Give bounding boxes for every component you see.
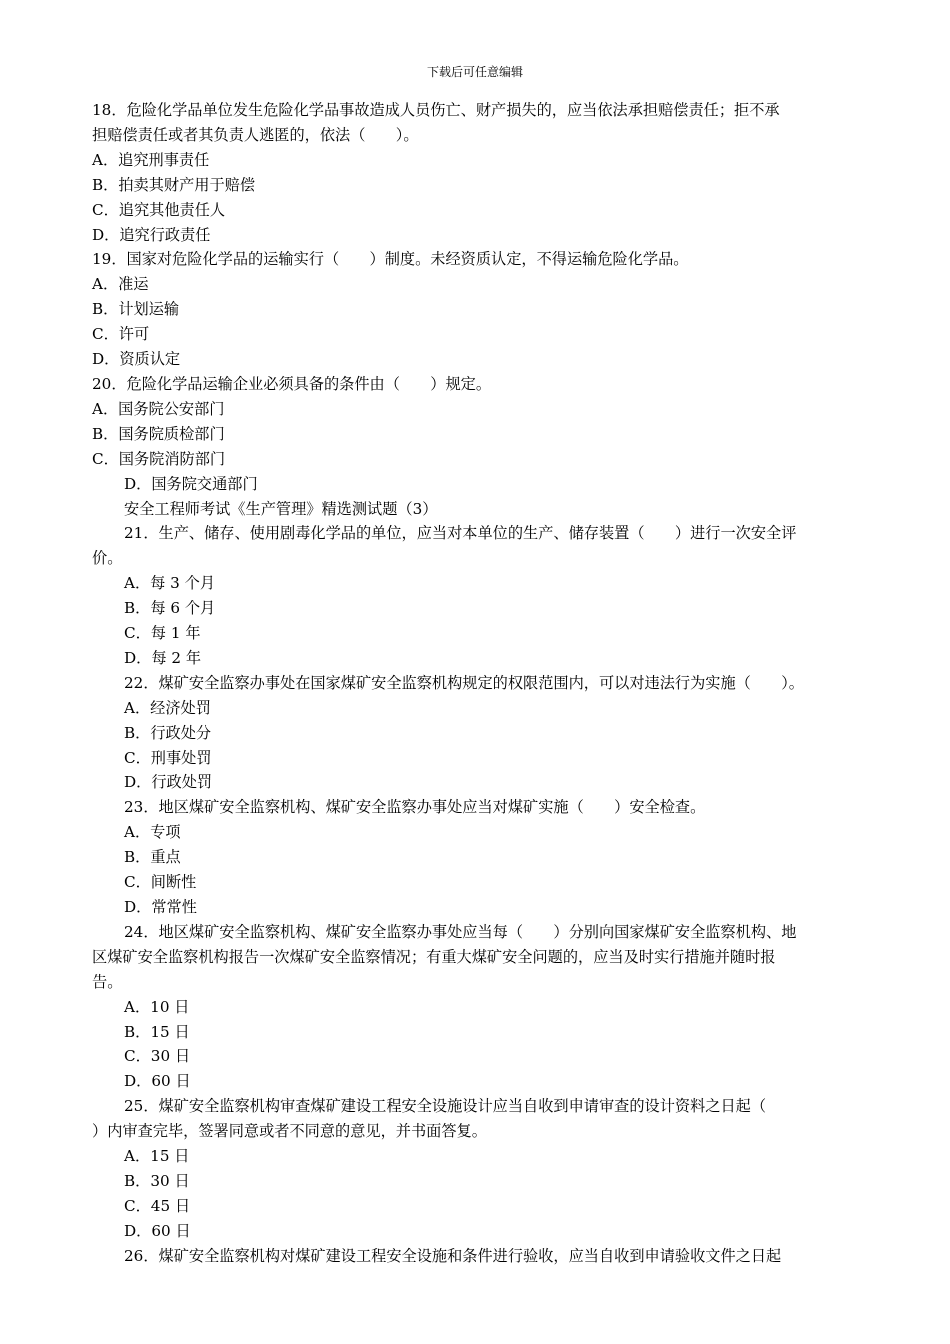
text-line: A．10 日 [124, 997, 190, 1016]
text-line: B．行政处分 [124, 723, 212, 742]
text-line: C．间断性 [124, 873, 197, 892]
text-line: 安全工程师考试《生产管理》精选测试题（3） [124, 499, 438, 518]
text-line: 18．危险化学品单位发生危险化学品事故造成人员伤亡、财产损失的，应当依法承担赔偿责任；拒不承 [92, 101, 780, 119]
text-line: B．30 日 [124, 1171, 190, 1190]
text-line: A．15 日 [124, 1147, 190, 1166]
text-line: B．重点 [124, 848, 181, 867]
text-line: A．每 3 个月 [124, 574, 216, 593]
text-line: C．每 1 年 [124, 624, 201, 643]
text-line: ）内审查完毕，签署同意或者不同意的意见，并书面答复。 [92, 1122, 487, 1141]
text-line: B．拍卖其财产用于赔偿 [92, 175, 256, 194]
text-line: D．行政处罚 [124, 773, 213, 792]
text-line: 20．危险化学品运输企业必须具备的条件由（ ）规定。 [92, 374, 492, 393]
text-line: 22．煤矿安全监察办事处在国家煤矿安全监察机构规定的权限范围内，可以对违法行为实施（ ）。 [124, 673, 804, 692]
text-line: 告。 [92, 972, 123, 991]
text-line: 19．国家对危险化学品的运输实行（ ）制度。未经资质认定，不得运输危险化学品。 [92, 250, 689, 269]
text-line: D．资质认定 [92, 350, 181, 369]
text-line: A．专项 [124, 823, 181, 842]
text-line: C．30 日 [124, 1047, 191, 1066]
text-line: D．追究行政责任 [92, 225, 211, 244]
text-line: 25．煤矿安全监察机构审查煤矿建设工程安全设施设计应当自收到申请审查的设计资料之日起（ [124, 1097, 767, 1116]
text-line: D．60 日 [124, 1072, 191, 1091]
text-line: B．每 6 个月 [124, 599, 216, 618]
text-line: B．计划运输 [92, 300, 180, 319]
text-line: 担赔偿责任或者其负责人逃匿的，依法（ ）。 [92, 125, 419, 144]
text-line: 26．煤矿安全监察机构对煤矿建设工程安全设施和条件进行验收，应当自收到申请验收文件之日起 [124, 1246, 782, 1265]
text-line: A．经济处罚 [124, 698, 211, 717]
text-line: B．国务院质检部门 [92, 424, 225, 443]
text-line: B．15 日 [124, 1022, 190, 1041]
text-line: C．许可 [92, 325, 150, 344]
text-line: 21．生产、储存、使用剧毒化学品的单位，应当对本单位的生产、储存装置（ ）进行一次安全评 [124, 524, 797, 543]
text-line: 24．地区煤矿安全监察机构、煤矿安全监察办事处应当每（ ）分别向国家煤矿安全监察机构、地 [124, 922, 797, 941]
text-line: C．45 日 [124, 1196, 191, 1215]
text-line: A．准运 [92, 275, 149, 294]
text-line: D．60 日 [124, 1221, 191, 1240]
text-line: 价。 [92, 549, 123, 568]
text-line: D．每 2 年 [124, 648, 202, 667]
text-line: D．常常性 [124, 898, 197, 916]
text-line: A．国务院公安部门 [92, 399, 225, 418]
text-line: 23．地区煤矿安全监察机构、煤矿安全监察办事处应当对煤矿实施（ ）安全检查。 [124, 798, 706, 817]
document-body [92, 98, 862, 1269]
page-header: 下载后可任意编辑 [426, 65, 523, 79]
text-line: A．追究刑事责任 [92, 150, 210, 169]
text-line: D．国务院交通部门 [124, 474, 258, 493]
text-line: C．刑事处罚 [124, 748, 212, 767]
text-line: C．追究其他责任人 [92, 200, 226, 219]
text-line: 区煤矿安全监察机构报告一次煤矿安全监察情况；有重大煤矿安全问题的，应当及时实行措施并随时报 [92, 947, 776, 966]
text-line: C．国务院消防部门 [92, 449, 226, 468]
